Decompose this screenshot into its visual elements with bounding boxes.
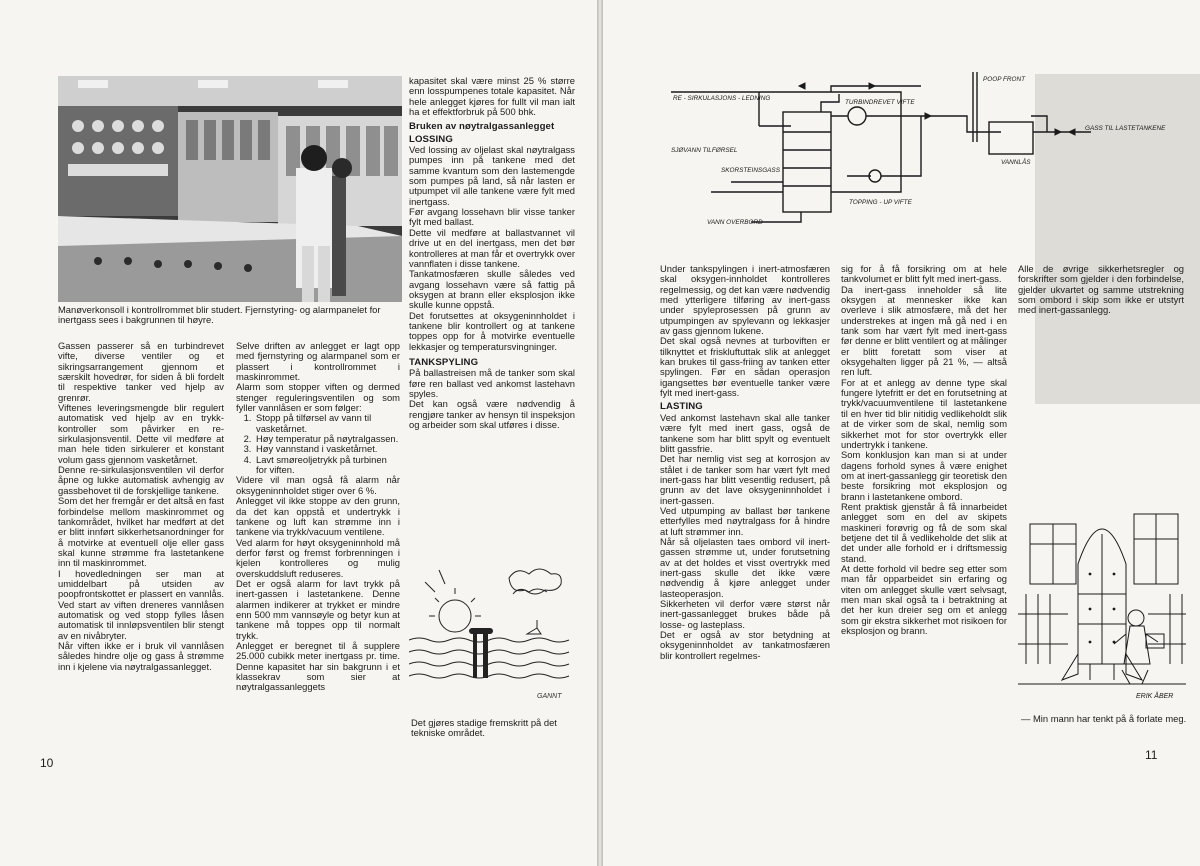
paragraph: Ved lossing av oljelast skal nøytralgass pumpes inn på tankene med det samme kvantum som den lastemengde som pumpes på land, så når lasten er utpumpet vil alle tankene være fylt med inertgass. bbox=[409, 144, 575, 207]
paragraph: Videre vil man også få alarm når oksygeninnholdet stiger over 6 %. bbox=[236, 474, 400, 496]
list-item: 4. Lavt smøreoljetrykk på turbinen for viften. bbox=[254, 455, 400, 476]
paragraph: Alarm som stopper viften og dermed stenger reguleringsventilen og som fyller vannlåsen er som følger: bbox=[236, 381, 400, 414]
paragraph: For at et anlegg av denne type skal fungere lytefritt er det en forutsetning at trykk/vacuumventilene til lastetankene til en hver tid blir nitidig vedlikeholdt slik at de virker som de skal, nemlig som sikkerhet mot for stor overtrykk eller undertrykk i tankene. bbox=[841, 376, 1007, 450]
paragraph: Som konklusjon kan man si at under dagens forhold synes å være enighet om at inert-gassanlegg gir teoretisk den beste forsikring mot eksplosjon og brann i lastetankene ombord. bbox=[841, 449, 1007, 502]
paragraph: kapasitet skal være minst 25 % større enn losspumpenes totale kapasitet. Når hele anlegget kjøres for fullt vil man ialt ha et effektforbruk på 500 bhk. bbox=[409, 75, 575, 118]
list-item: 2. Høy temperatur på nøytralgassen. bbox=[254, 434, 400, 444]
right-column-3 bbox=[1018, 264, 1184, 316]
subheading-lasting: LASTING bbox=[660, 401, 703, 413]
paragraph: At dette forhold vil bedre seg etter som man får opparbeidet sin erfaring og viten om anlegget skulle vært selvsagt, men man skal også ta i betraktning at det her kun dreier seg om et anlegg som gir ekstra sikkerhet mot risikoen for eksplosjon og brann. bbox=[841, 562, 1007, 637]
paragraph: Alle de øvrige sikkerhetsregler og forskrifter som gjelder i den forbindelse, gjelder ukvartet og samme utstrekning som ombord i skip som ikke er utstyrt med inert-gassanlegg. bbox=[1018, 263, 1184, 316]
cartoon-signature: ERIK ÅBER bbox=[1136, 693, 1174, 700]
paragraph: Det er også alarm for lavt trykk på inert-gassen i lastetankene. Denne alarmen indikerer at trykket er mindre enn 500 mm vannsøyle og betyr kun at tankene må toppes opp til normalt trykk. bbox=[236, 577, 400, 641]
control-room-photo bbox=[58, 76, 402, 302]
diagram-label-flue-gas: SKORSTEINSGASS bbox=[721, 167, 780, 174]
paragraph: På ballastreisen må de tanker som skal føre ren ballast ved ankomst lastehavn spyles. bbox=[409, 367, 575, 399]
paragraph: Når viften ikke er i bruk vil vannlåsen således hindre olje og gass å strømme inn i kjelene via nøytralgassanlegget. bbox=[58, 639, 224, 672]
diagram-label-recirc: RE - SIRKULASJONS - LEDNING bbox=[673, 95, 771, 102]
right-column-2 bbox=[841, 264, 1007, 636]
right-column-1 bbox=[660, 264, 830, 661]
list-item: 3. Høy vannstand i vasketårnet. bbox=[254, 444, 400, 454]
subheading-tankspyling: TANKSPYLING bbox=[409, 356, 479, 368]
paragraph: Ved ankomst lastehavn skal alle tanker være fylt med inert gass, også de tankene som har blitt spylt og eventuelt blitt gassfrie. bbox=[660, 411, 830, 454]
diagram-label-poop-front: POOP FRONT bbox=[983, 76, 1026, 83]
paragraph: sig for å få forsikring om at hele tankvolumet er blitt fylt med inert-gass. bbox=[841, 263, 1007, 285]
paragraph: Ved utpumping av ballast bør tankene etterfylles med nøytralgass for å hindre at luft strømmer inn. bbox=[660, 504, 830, 537]
diagram-label-seawater: SJØVANN TILFØRSEL bbox=[671, 147, 738, 154]
cartoon-caption: — Min mann har tenkt på å forlate meg. bbox=[1021, 713, 1187, 724]
right-page bbox=[603, 0, 1200, 866]
left-column-3 bbox=[409, 76, 575, 430]
sea-cartoon bbox=[409, 548, 577, 708]
left-page bbox=[0, 0, 597, 866]
paragraph: Sikkerheten vil derfor være størst når inert-gassanlegget brukes både på losse- og lasteplass. bbox=[660, 598, 830, 630]
diagram-label-water-lock: VANNLÅS bbox=[1001, 159, 1031, 166]
subheading-lossing: LOSSING bbox=[409, 133, 453, 145]
paragraph: Det skal også nevnes at turboviften er tilknyttet et friskluftuttak slik at anlegget kan brukes til gass-friing av tanken etter spylingen. Før en sådan operasjon igangsettes bør eventuelle tanker være fylt med inert-gass. bbox=[660, 335, 830, 399]
paragraph: Tankatmosfæren skulle således ved avgang lossehavn være så fattig på oksygen at brann eller eksplosjon ikke skulle kunne oppstå. bbox=[409, 268, 575, 311]
paragraph: Anlegget vil ikke stoppe av den grunn, da det kan oppstå et undertrykk i tankene og luft kan strømme inn i tankene via trykk/vacuum ventilene. bbox=[236, 495, 400, 538]
paragraph: Når så oljelasten taes ombord vil inert-gassen strømme ut, under forutsetning av at det holdes et visst overtrykk med inert-gass skulle det ikke være nødvendig å kjøre anlegget under lasteoperasjon. bbox=[660, 535, 830, 599]
paragraph: Før avgang lossehavn blir visse tanker fylt med ballast. bbox=[409, 206, 575, 228]
diagram-label-water-overboard: VANN OVERBORD bbox=[707, 219, 763, 226]
page-number: 11 bbox=[1145, 748, 1158, 762]
paragraph: Det forutsettes at oksygeninnholdet i tankene blir kontrollert og at tankene toppes opp for å motvirke eventuelle lekkasjer og temperatursvingninger. bbox=[409, 309, 575, 352]
paragraph: Viftenes leveringsmengde blir regulert automatisk ved hjelp av en trykk-kontroller som påvirker en re-sirkulasjonsventil. Dette vil medføre at man hele tiden sirkulerer et konstant volum gass gjennom vasketårnet. bbox=[58, 402, 224, 465]
paragraph: Da inert-gass inneholder så lite oksygen at mennesker ikke kan overleve i slik atmosfære, må det her understrekes at ingen må gå ned i en tank som har vært fylt med inert-gass før denne er blitt ventilert og at målinger er blitt foretatt som viser at oksygehalten ligger på 21 %, — altså ren luft. bbox=[841, 283, 1007, 378]
left-column-1 bbox=[58, 341, 224, 672]
section-heading: Bruken av nøytralgassanlegget bbox=[409, 121, 555, 133]
alarm-list bbox=[236, 413, 400, 475]
paragraph: Denne re-sirkulasjonsventilen vil derfor åpne og lukke automatisk avhengig av gassbehovet til de forskjellige tankene. bbox=[58, 464, 224, 496]
paragraph: Ved alarm for høyt oksygeninnhold må derfor først og fremst forbrenningen i kjelen kontrolleres og mulig overskuddsluft reduseres. bbox=[236, 536, 400, 579]
diagram-label-turbine-fan: TURBINDREVET VIFTE bbox=[845, 99, 915, 106]
left-column-2 bbox=[236, 341, 400, 693]
diagram-label-topping-fan: TOPPING - UP VIFTE bbox=[849, 199, 912, 206]
inert-gas-flow-diagram bbox=[671, 72, 1200, 232]
paragraph: Selve driften av anlegget er lagt opp med fjernstyring og alarmpanel som er plassert i kontrollrommet i maskinrommet. bbox=[236, 340, 400, 383]
page-number: 10 bbox=[40, 756, 54, 770]
paragraph: Anlegget er beregnet til å supplere 25.000 cubikk meter inertgass pr. time. Denne kapasitet har sin bakgrunn i et klassekrav som sier at nøytralgassanleggets bbox=[236, 639, 400, 693]
cartoon-signature: GANNT bbox=[537, 693, 562, 700]
paragraph: Under tankspylingen i inert-atmosfæren skal oksygen-innholdet kontrolleres regelmessig, og det kan være nødvendig med ytterligere tilføring av inert-gass under spyleprosessen på grunn av utpumpingen av spylevann og lekkasjer av gass gjennom lukene. bbox=[660, 263, 830, 337]
rocket-cartoon bbox=[1018, 484, 1186, 710]
photo-caption: Manøverkonsoll i kontrollrommet blir studert. Fjernstyring- og alarmpanelet for inertgass sees i bakgrunnen til høyre. bbox=[58, 304, 381, 326]
paragraph: Det kan også være nødvendig å rengjøre tanker av hensyn til inspeksjon og arbeider som skal utføres i disse. bbox=[409, 398, 575, 430]
paragraph: Gassen passerer så en turbindrevet vifte, diverse ventiler og et sikringsarrangement gjennom et særskilt hovedrør, for siden å bli fordelt til respektive tanker ved hjelp av grenrør. bbox=[58, 340, 224, 403]
paragraph: Som det her fremgår er det altså en fast forbindelse mellom maskinrommet og tankområdet, hvilket har medført at det er blitt innført sikkerhetsanordninger for å motvirke at eventuell olje eller gass skal kunne strømme fra lastetankene inn til maskinrommet. bbox=[58, 495, 224, 569]
list-item: 1. Stopp på tilførsel av vann til vasketårnet. bbox=[254, 413, 400, 434]
paragraph: I hovedledningen ser man at umiddelbart på utsiden av poopfrontskottet er plassert en vannlås. Ved start av viften dreneres vannlåsen automatisk og ved stopp fylles låsen automatisk til innløpsventilen blir stengt av en nivåbryter. bbox=[58, 567, 224, 641]
paragraph: Rent praktisk gjenstår å få innarbeidet anlegget som en del av skipets maskineri forøvrig og få de som skal betjene det til å vedlikeholde det slik at det under alle forhold er i driftsmessig stand. bbox=[841, 500, 1007, 564]
paragraph: Det har nemlig vist seg at korrosjon av stålet i de tanker som har vært fylt med inert-gass har blitt vesentlig redusert, på grunn av det lave oksygeninnholdet i inert-gassen. bbox=[660, 453, 830, 506]
paragraph: Det er også av stor betydning at oksygeninnholdet av tankatmosfæren blir kontrollert regelmes- bbox=[660, 629, 830, 661]
cartoon-caption: Det gjøres stadige fremskritt på det tekniske området. bbox=[411, 717, 557, 739]
paragraph: Dette vil medføre at ballastvannet vil drive ut en del inertgass, men det bør kontrolleres at man får et overtrykk over vannflaten i disse tankene. bbox=[409, 226, 575, 269]
diagram-label-gas-to-tanks: GASS TIL LASTETANKENE bbox=[1085, 125, 1166, 132]
